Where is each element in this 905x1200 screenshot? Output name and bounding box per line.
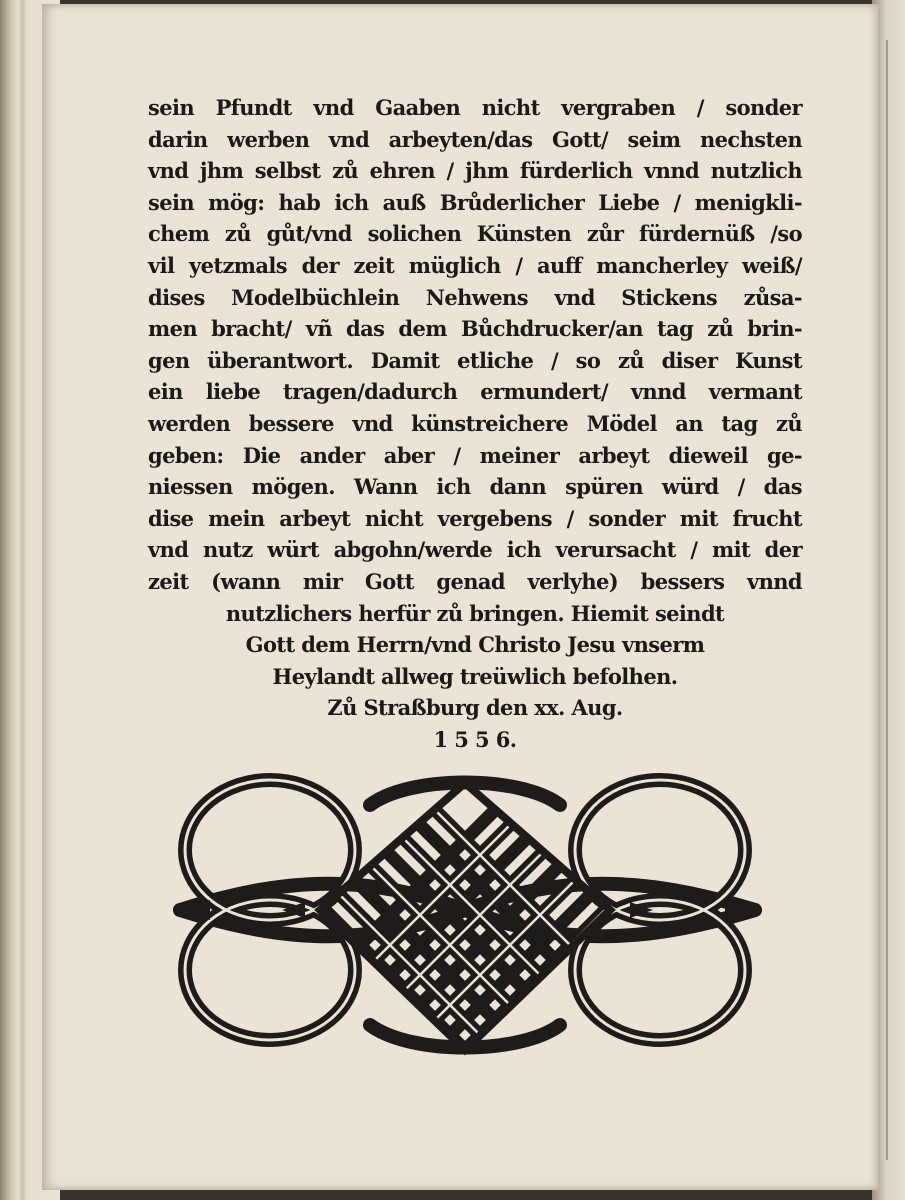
facing-page-ornament — [886, 40, 905, 1160]
text-line: darin werben vnd arbeyten/das Gott/ seim nechsten — [148, 126, 802, 152]
closing-line: Gott dem Herrn/vnd Christo Jesu vnserm — [245, 632, 705, 658]
closing-line: nutzlichers herfür zů bringen. Hiemit seindt — [225, 600, 725, 626]
text-line: chem zů gůt/vnd solichen Künsten zůr fürdernüß /so — [148, 221, 802, 247]
text-line: ein liebe tragen/dadurch ermundert/ vnnd vermant — [148, 379, 802, 405]
text-line: niessen mögen. Wann ich dann spüren würd / das — [148, 474, 802, 500]
text-line: gen überantwort. Damit etliche / so zů diser Kunst — [148, 347, 802, 373]
knotwork-ornament — [170, 765, 770, 1065]
closing-line: Heylandt allweg treüwlich befolhen. — [272, 663, 678, 689]
text-line: sein mög: hab ich auß Brůderlicher Liebe / menigkli- — [148, 189, 802, 215]
text-line: werden bessere vnd künstreichere Mödel an tag zů — [148, 410, 802, 436]
text-line: vil yetzmals der zeit müglich / auff mancherley weiß/ — [148, 252, 802, 278]
text-line: geben: Die ander aber / meiner arbeyt dieweil ge- — [148, 442, 802, 468]
place-date-line: Zů Straßburg den xx. Aug. — [327, 695, 623, 721]
text-line: zeit (wann mir Gott genad verlyhe) bessers vnnd — [148, 568, 802, 594]
year-line: 1 5 5 6. — [433, 726, 517, 752]
page-text — [148, 92, 802, 755]
text-line: vnd nutz würt abgohn/werde ich verursacht / mit der — [148, 537, 802, 563]
text-line: vnd jhm selbst zů ehren / jhm fürderlich vnnd nutzlich — [148, 158, 802, 184]
text-line: men bracht/ vñ das dem Bůchdrucker/an tag zů brin- — [148, 316, 802, 342]
text-line: dise mein arbeyt nicht vergebens / sonder mit frucht — [148, 505, 802, 531]
text-line: sein Pfundt vnd Gaaben nicht vergraben / sonder — [148, 95, 802, 120]
text-line: dises Modelbüchlein Nehwens vnd Stickens zůsa- — [148, 284, 802, 310]
